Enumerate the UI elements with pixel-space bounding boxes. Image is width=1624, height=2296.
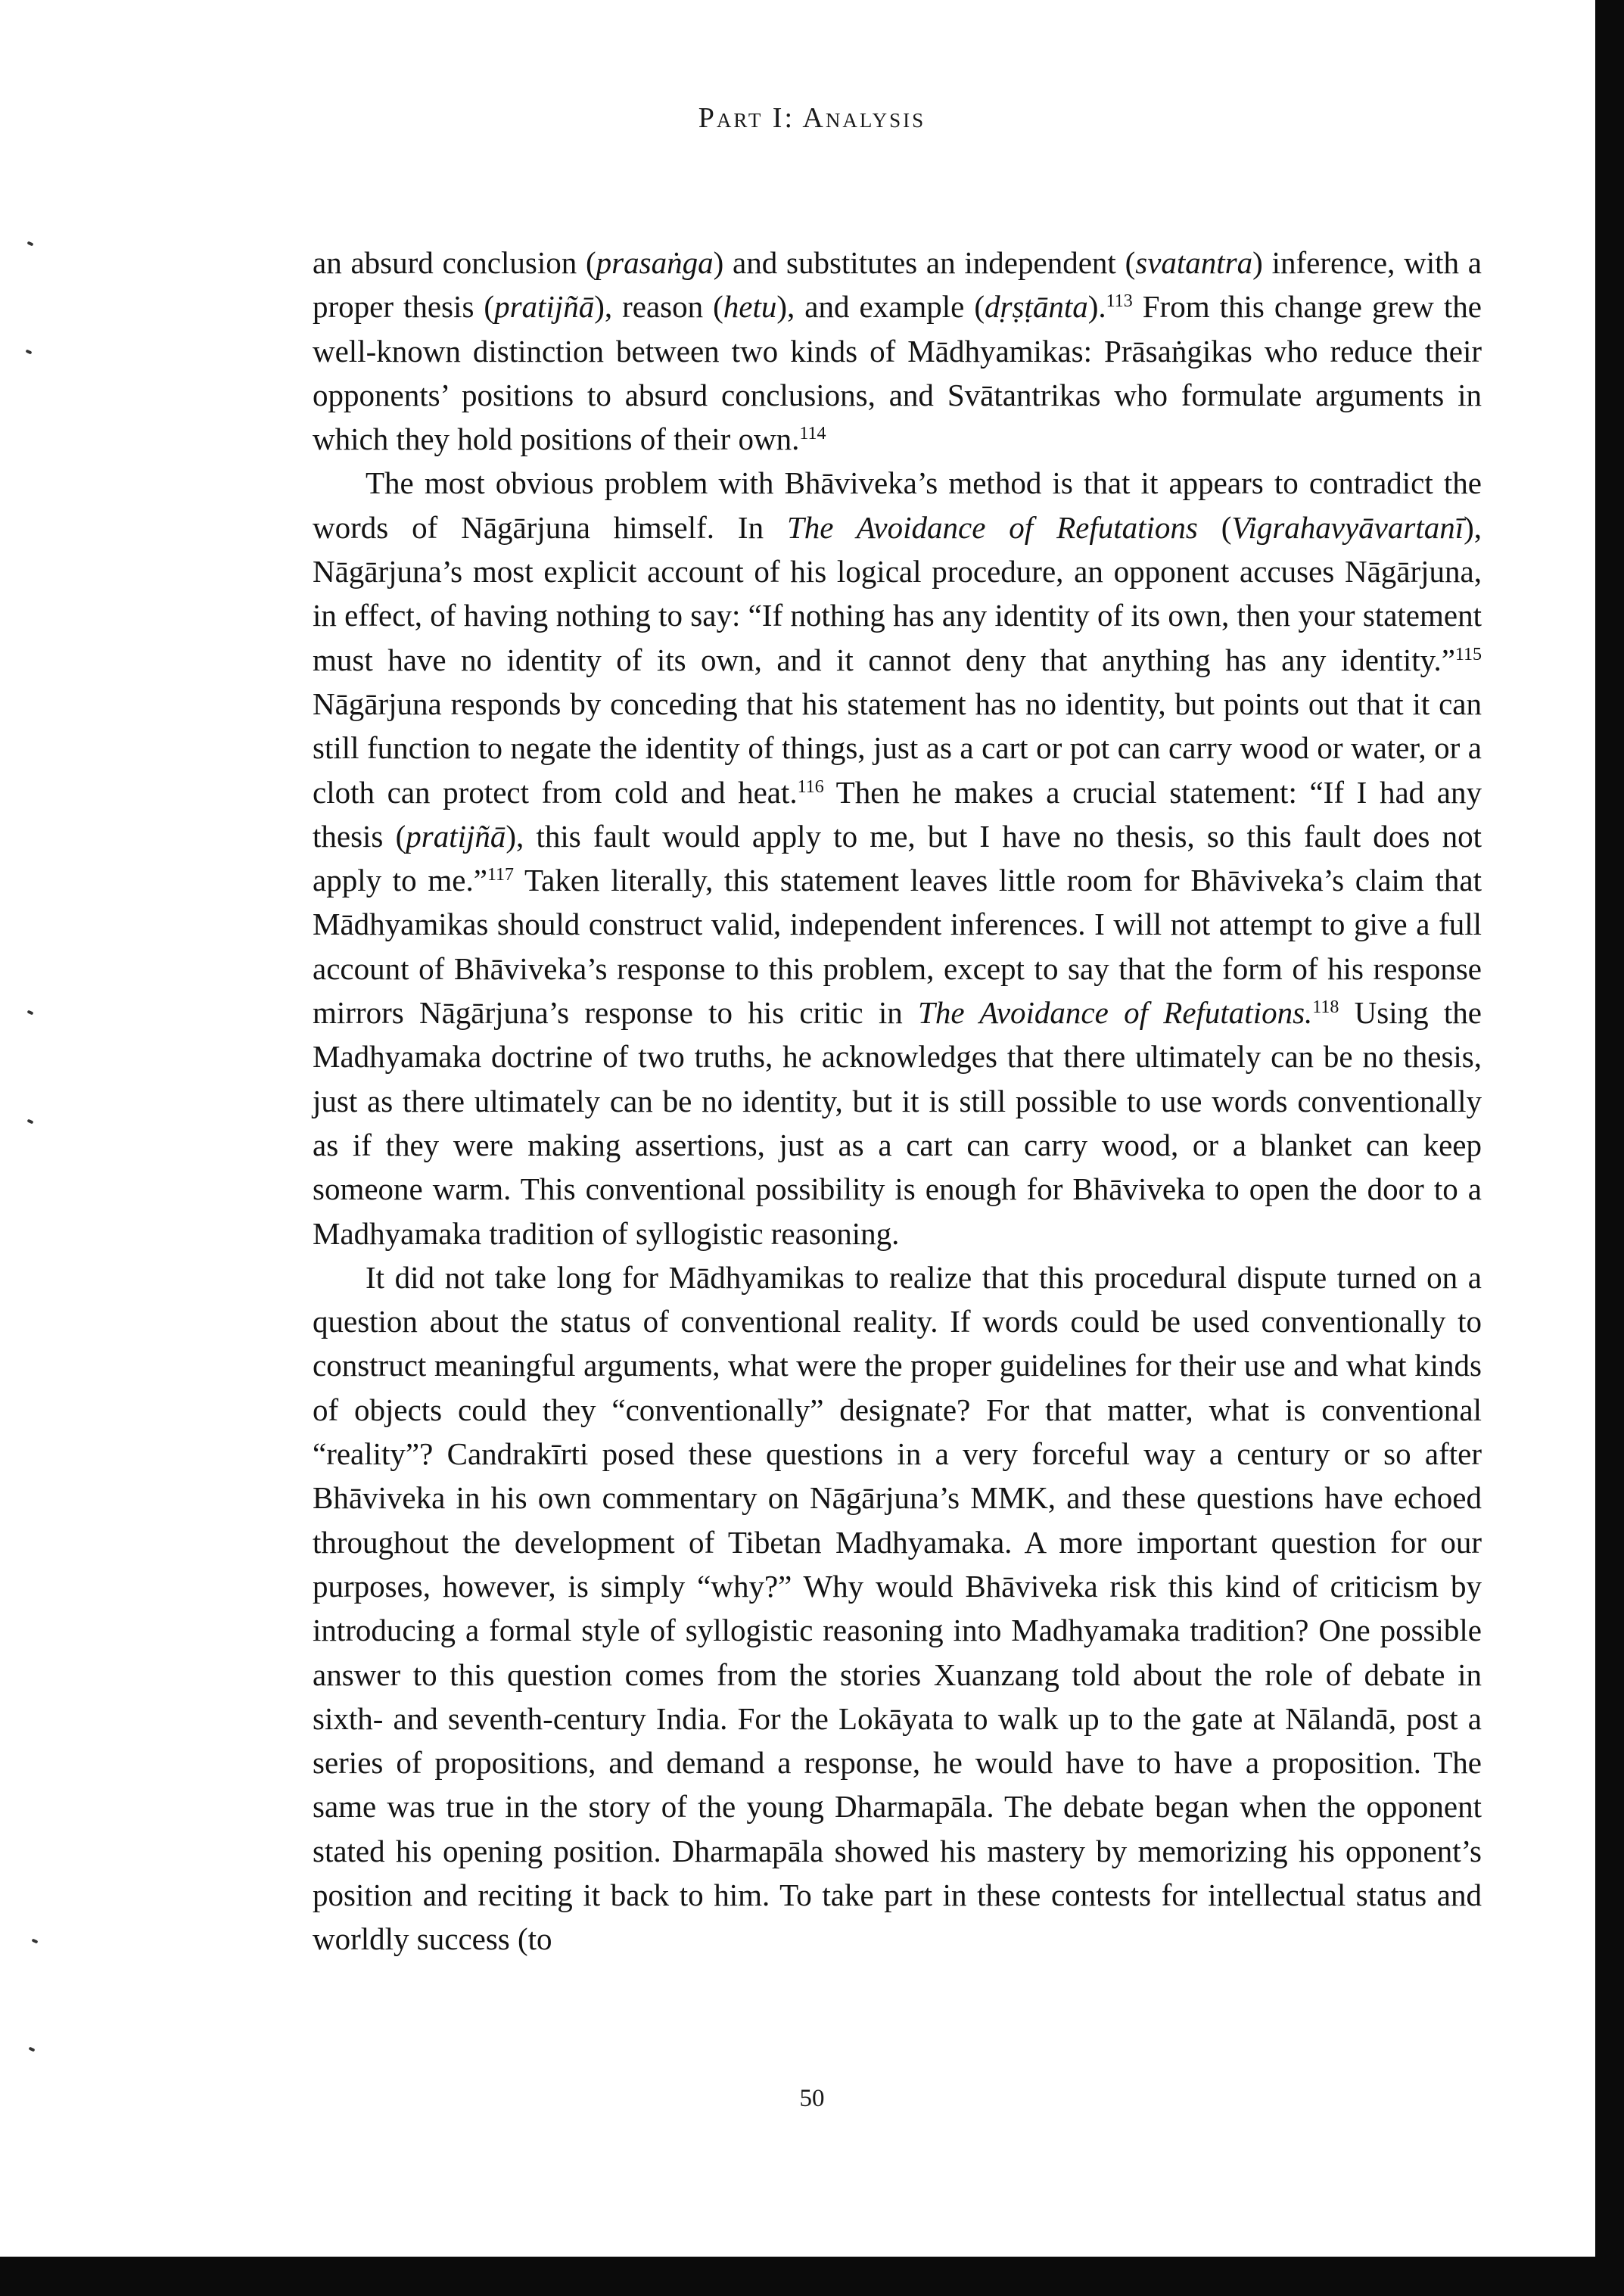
scan-speck [27, 1010, 34, 1015]
scan-speck [27, 241, 34, 246]
paragraph-2: The most obvious problem with Bhāviveka’s method is that it appears to contradict the words of Nāgārjuna himself. In The Avoidance of Refutations (Vigrahavyāvartanī), Nāgārjuna’s most explicit account of his logical procedure, an opponent accuses Nāgārjuna, in effect, of having nothing to say: “If nothing has any identity of its own, then your statement must have no identity of its own, and it cannot deny that anything has any identity.”$^{115}$ Nāgārjuna responds by conceding that his statement has no identity, but points out that it can still function to negate the identity of things, just as a cart or pot can carry wood or water, or a cloth can protect from cold and heat.$^{116}$ Then he makes a crucial statement: “If I had any thesis (pratijñā), this fault would apply to me, but I have no thesis, so this fault does not apply to me.”$^{117}$ Taken literally, this statement leaves little room for Bhāviveka’s claim that Mādhyamikas should construct valid, independent inferences. I will not attempt to give a full account of Bhāviveka’s response to this problem, except to say that the form of his response mirrors Nāgārjuna’s response to his critic in The Avoidance of Refutations.$^{118}$ Using the Madhyamaka doctrine of two truths, he acknowledges that there ultimately can be no thesis, just as there ultimately can be no identity, but it is still possible to use words conventionally as if they were making assertions, just as a cart can carry wood, or a blanket can keep someone warm. This conventional possibility is enough for Bhāviveka to open the door to a Madhyamaka tradition of syllogistic reasoning. [313, 465, 1482, 1251]
scan-speck [32, 1938, 39, 1943]
running-head: Part I: Analysis [698, 102, 926, 134]
footnote-ref-113: 113 [1106, 291, 1133, 312]
scan-speck [27, 1118, 34, 1124]
page-number: 50 [799, 2085, 825, 2112]
body-text [313, 241, 1482, 1962]
scan-edge-bottom [0, 2257, 1624, 2296]
footnote-ref-116: 116 [797, 776, 824, 797]
scan-edge-right [1595, 0, 1624, 2296]
paragraph-1: an absurd conclusion (prasaṅga) and substitutes an independent (svatantra) inference, with a proper thesis (pratijñā), reason (hetu), and example (dṛṣṭānta).$^{113}$ From this change grew the well-known distinction between two kinds of Mādhyamikas: Prāsaṅgikas who reduce their opponents’ positions to absurd conclusions, and Svātantrikas who formulate arguments in which they hold positions of their own.$^{114}$ [313, 245, 1482, 457]
paragraph-3: It did not take long for Mādhyamikas to realize that this procedural dispute turned on a question about the status of conventional reality. If words could be used conventionally to construct meaningful arguments, what were the proper guidelines for their use and what kinds of objects could they “conventionally” designate? For that matter, what is conventional “reality”? Candrakīrti posed these questions in a very forceful way a century or so after Bhāviveka in his own commentary on Nāgārjuna’s MMK, and these questions have echoed throughout the development of Tibetan Madhyamaka. A more important question for our purposes, however, is simply “why?” Why would Bhāviveka risk this kind of criticism by introducing a formal style of syllogistic reasoning into Madhyamaka tradition? One possible answer to this question comes from the stories Xuanzang told about the role of debate in sixth- and seventh-century India. For the Lokāyata to walk up to the gate at Nālandā, post a series of propositions, and demand a response, he would have to have a proposition. The same was true in the story of the young Dharmapāla. The debate began when the opponent stated his opening position. Dharmapāla showed his mastery by memorizing his opponent’s position and reciting it back to him. To take part in these contests for intellectual status and worldly success (to [313, 1259, 1482, 1957]
scan-speck [29, 2046, 36, 2052]
scan-speck [26, 349, 33, 354]
footnote-ref-118: 118 [1312, 997, 1339, 1018]
footnote-ref-117: 117 [487, 865, 514, 885]
footnote-ref-115: 115 [1454, 644, 1482, 664]
footnote-ref-114: 114 [799, 424, 826, 444]
